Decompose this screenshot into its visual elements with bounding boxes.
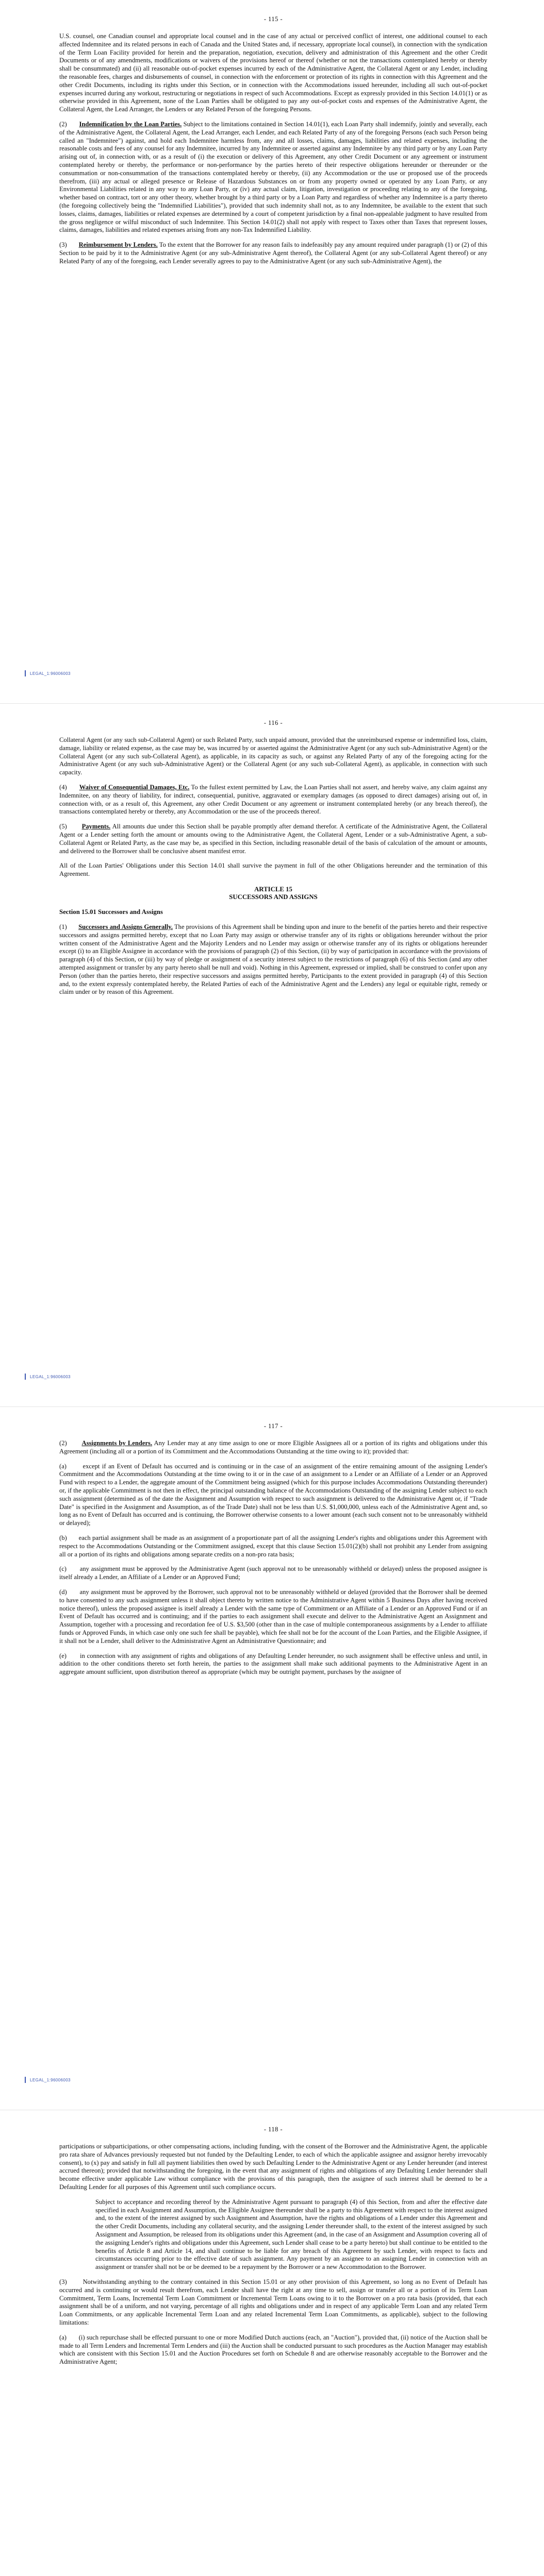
document-footer [25,670,71,676]
document-footer [25,1374,71,1380]
paragraph: participations or subparticipations, or other compensating actions, including funding, with the consent of the Borrower and the Administrative Agent, the applicable pro rata share of Advances previously requested but not funded by the Defaulting Lender, to each of which the applicable assignee and assignor hereby irrevocably consent), to (x) pay and satisfy in full all payment liabilities then owed by such Defaulting Lender to the Administrative Agent or any Lender hereunder (and interest accrued thereon); provided that notwithstanding the foregoing, in the event that any assignment of rights and obligations of any Defaulting Lender hereunder shall become effective under applicable Law without compliance with the provisions of this paragraph, then the assignee of such interest shall be deemed to be a Defaulting Lender for all purposes of this Agreement until such compliance occurs. [59,2143,487,2191]
article-title: ARTICLE 15 [254,885,292,893]
page-118 [0,2110,544,2576]
page-115 [0,0,544,703]
paragraph: (a) except if an Event of Default has occurred and is continuing or in the case of an assignment of the entire remaining amount of the assigning Lender's Commitment and the Accommodations Outstanding at the time owing to it or in the case of an assignment to a Lender or an Affiliate of a Lender or an Approved Fund with respect to a Lender, the aggregate amount of the Commitment being assigned (which for this purpose includes Accommodations Outstanding thereunder) or, if the applicable Commitment is not then in effect, the principal outstanding balance of the Accommodations Outstanding of the assigning Lender subject to each such assignment (determined as of the date the Assignment and Assumption with respect to such assignment is delivered to the Administrative Agent or, if "Trade Date" is specified in the Assignment and Assumption, as of the Trade Date) shall not be less than U.S. $1,000,000, unless each of the Administrative Agent and, so long as no Event of Default has occurred and is continuing, the Borrower otherwise consents to a lower amount (each such consent not to be unreasonably withheld or delayed); [59,1462,487,1527]
paragraph: (b) each partial assignment shall be made as an assignment of a proportionate part of all the assigning Lender's rights and obligations under this Agreement with respect to the Accommodations Outstanding or the Commitment assigned, except that this clause Section 15.01(2)(b) shall not prohibit any Lender from assigning all or a portion of its rights and obligations among separate credits on a non-pro rata basis; [59,1534,487,1558]
paragraph: U.S. counsel, one Canadian counsel and appropriate local counsel and in the case of any actual or perceived conflict of interest, one additional counsel to each affected Indemnitee and its related persons in each of Canada and the United States and, if necessary, appropriate local counsel), in connection with the syndication of the Term Loan Facility provided for herein and the preparation, negotiation, execution, delivery and administration of this Agreement and the other Credit Documents or of any amendments, modifications or waivers of the provisions hereof or thereof (whether or not the transactions contemplated hereby or thereby shall be consummated) and (ii) all reasonable out-of-pocket expenses incurred by each of the Administrative Agent, the Collateral Agent or any Lender, including the reasonable fees, charges and disbursements of counsel, in connection with the enforcement or protection of its rights in connection with this Agreement and the other Credit Documents, including its rights under this Section, or in connection with the Accommodations issued hereunder, including all such out-of-pocket expenses incurred during any workout, restructuring or negotiations in respect of such Accommodations. Except as expressly provided in this Section 14.01(1) or as otherwise provided in this Agreement, none of the Loan Parties shall be obligated to pay any out-of-pocket costs and expenses of the Administrative Agent, the Collateral Agent, the Lead Arranger, the Lenders or any Related Person of the foregoing Persons. [59,32,487,113]
paragraph: (5) Payments. All amounts due under this Section shall be payable promptly after demand therefor. A certificate of the Administrative Agent, the Collateral Agent or a Lender setting forth the amount or amounts owing to the Administrative Agent, the Collateral Agent, Lender or a sub-Administrative Agent, a sub-Collateral Agent or Related Party, as the case may be, as specified in this Section, including reasonable detail of the basis of calculation of the amount or amounts, and delivered to the Borrower shall be conclusive absent manifest error. [59,823,487,855]
paragraph: Collateral Agent (or any such sub-Collateral Agent) or such Related Party, such unpaid amount, provided that the unreimbursed expense or indemnified loss, claim, damage, liability or related expense, as the case may be, was incurred by or asserted against the Administrative Agent (or any such sub-Administrative Agent) or the Collateral Agent (or any such sub-Collateral Agent), as applicable, in its capacity as such, or against any Related Party of any of the foregoing acting for the Administrative Agent (or any such sub-Administrative Agent) or the Collateral Agent (or any such sub-Collateral Agent), as applicable, in connection with such capacity. [59,736,487,776]
paragraph: (d) any assignment must be approved by the Borrower, such approval not to be unreasonably withheld or delayed (provided that the Borrower shall be deemed to have consented to any such assignment unless it shall object thereto by written notice to the Administrative Agent within 5 Business Days after having received notice thereof), unless the proposed assignee is itself already a Lender with the same type of Commitment or an Affiliate of a Lender or an Approved Fund or if an Event of Default has occurred and is continuing; and if the parties to each assignment shall execute and deliver to the Administrative Agent an Assignment and Assumption, together with a processing and recordation fee of U.S. $3,500 (other than in the case of multiple contemporaneous assignments by a Lender to affiliate funds or Approved Funds, in which case only one such fee shall be payable), which fee shall not be for the account of the Loan Parties, and the Eligible Assignee, if it shall not be a Lender, shall deliver to the Administrative Agent an Administrative Questionnaire; and [59,1588,487,1645]
page-117 [0,1406,544,2110]
paragraph: (2) Indemnification by the Loan Parties. Subject to the limitations contained in Section 14.01(1), each Loan Party shall indemnify, jointly and severally, each of the Administrative Agent, the Collateral Agent, the Lead Arranger, each Lender, and each Related Party of any of the foregoing Persons (each such Person being called an "Indemnitee") against, and hold each Indemnitee harmless from, any and all losses, claims, damages, liabilities and related expenses, including the reasonable costs and fees of any counsel for any Indemnitee, incurred by any Indemnitee or asserted against any Indemnitee by any third party or by any Loan Party arising out of, in connection with, or as a result of (i) the execution or delivery of this Agreement, any other Credit Document or any agreement or instrument contemplated hereby or thereby, the performance or non-performance by the parties hereto of their respective obligations hereunder or thereunder or the consummation or non-consummation of the transactions contemplated hereby or thereby, (ii) any Accommodation or the use or proposed use of the proceeds therefrom, (iii) any actual or alleged presence or Release of Hazardous Substances on or from any property owned or operated by any Loan Party, or any Environmental Liabilities related in any way to any Loan Party, or (iv) any actual claim, litigation, investigation or proceeding relating to any of the foregoing, whether based on contract, tort or any other theory, whether brought by a third party or by a Loan Party and regardless of whether any Indemnitee is a party thereto (the foregoing collectively being the "Indemnified Liabilities"), provided that such indemnity shall not, as to any Indemnitee, be available to the extent that such losses, claims, damages, liabilities or related expenses are determined by a court of competent jurisdiction by a final non-appealable judgment to have resulted from the gross negligence or wilful misconduct of such Indemnitee. This Section 14.01(2) shall not apply with respect to Taxes other than Taxes that represent losses, claims, damages, liabilities and related expenses arising from any non-Tax Indemnified Liability. [59,120,487,234]
footer-ref: LEGAL_1:96006003 [30,671,71,676]
page-number: - 116 - [263,719,283,726]
paragraph: (4) Waiver of Consequential Damages, Etc. To the fullest extent permitted by Law, the Loan Parties shall not assert, and hereby waive, any claim against any Indemnitee, on any theory of liability, for indirect, consequential, punitive, aggravated or exemplary damages (as opposed to direct damages) arising out of, in connection with, or as a result of, this Agreement, any other Credit Document or any agreement or instrument contemplated hereby (or any breach thereof), the transactions contemplated hereby or thereby, any Accommodation or the use of the proceeds thereof. [59,783,488,816]
paragraph-indented: Subject to acceptance and recording thereof by the Administrative Agent pursuant to paragraph (4) of this Section, from and after the effective date specified in each Assignment and Assumption, the Eligible Assignee thereunder shall be a party to this Agreement with respect to the interest assigned and, to the extent of the interest assigned by such Assignment and Assumption, have the rights and obligations of a Lender under this Agreement and the other Credit Documents, including any collateral security, and the assigning Lender thereunder shall, to the extent of the interest assigned by such Assignment and Assumption, be released from its obligations under this Agreement (and, in the case of an Assignment and Assumption covering all of the assigning Lender's rights and obligations under this Agreement, such Lender shall cease to be a party hereto) but shall continue to be entitled to the benefits of Article 8 and Article 14, and shall continue to be liable for any breach of this Agreement by such Lender, with respect to facts and circumstances occurring prior to the effective date of such assignment. Any payment by an assignee to an assigning Lender in connection with an assignment or transfer shall not be or be deemed to be a repayment by the Borrower or a new Accommodation to the Borrower. [95,2198,487,2271]
paragraph: (1) Successors and Assigns Generally. The provisions of this Agreement shall be binding upon and inure to the benefit of the parties hereto and their respective successors and assigns permitted hereby, except that no Loan Party may assign or otherwise transfer any of its rights or obligations hereunder without the prior written consent of the Administrative Agent and the Majority Lenders and no Lender may assign or otherwise transfer any of its rights or obligations hereunder except (i) to an Eligible Assignee in accordance with the provisions of paragraph (2) of this Section, (ii) by way of participation in accordance with the provisions of paragraph (4) of this Section, or (iii) by way of pledge or assignment of a security interest subject to the restrictions of paragraph (6) of this Section (and any other attempted assignment or transfer by any party hereto shall be null and void). Nothing in this Agreement, expressed or implied, shall be construed to confer upon any Person (other than the parties hereto, their respective successors and assigns permitted hereby, Participants to the extent provided in paragraph (4) of this Section and, to the extent expressly contemplated hereby, the Related Parties of each of the Administrative Agent and the Lenders) any legal or equitable right, remedy or claim under or by reason of this Agreement. [59,923,487,996]
paragraph: (3) Notwithstanding anything to the contrary contained in this Section 15.01 or any other provision of this Agreement, so long as no Event of Default has occurred and is continuing or would result therefrom, each Lender shall have the right at any time to sell, assign or transfer all or a portion of its Term Loan Commitment, Term Loans, Incremental Term Loan Commitment or Incremental Term Loans owing to it to the Borrower on a pro rata basis (provided, that each assignment shall be of a uniform, and not varying, percentage of all rights and obligations under and in respect of any applicable Term Loan and any related Term Loan Commitments, or any applicable Incremental Term Loan and any related Incremental Term Loan Commitments, as applicable), subject to the following limitations: [59,2278,487,2326]
document-footer [25,2077,71,2083]
paragraph: (3) Reimbursement by Lenders. To the extent that the Borrower for any reason fails to indefeasibly pay any amount required under paragraph (1) or (2) of this Section to be paid by it to the Administrative Agent (or any sub-Administrative Agent thereof), the Collateral Agent (or any sub-Collateral Agent thereof) or any Related Party of any of the foregoing, each Lender severally agrees to pay to the Administrative Agent (or any such sub-Administrative Agent), the [59,241,487,265]
page-number: - 115 - [263,15,283,23]
footer-ref: LEGAL_1:96006003 [30,1374,71,1379]
page-116 [0,703,544,1406]
paragraph: (2) Assignments by Lenders. Any Lender may at any time assign to one or more Eligible Assignees all or a portion of its rights and obligations under this Agreement (including all or a portion of its Commitment and the Accommodations Outstanding at the time owing to it); provided that: [59,1439,487,1455]
footer-ref: LEGAL_1:96006003 [30,2077,71,2082]
footer-mark [25,2077,26,2083]
footer-mark [25,1374,26,1380]
page-number: - 118 - [263,2126,283,2133]
page-number: - 117 - [263,1422,283,1430]
footer-mark [25,670,26,676]
paragraph: All of the Loan Parties' Obligations under this Section 14.01 shall survive the payment in full of the other Obligations hereunder and the termination of this Agreement. [59,862,487,878]
section-title: Section 15.01 Successors and Assigns [59,908,163,916]
article-subtitle: SUCCESSORS AND ASSIGNS [229,893,318,901]
paragraph: (a) (i) such repurchase shall be effected pursuant to one or more Modified Dutch auctions (each, an "Auction"), provided that, (ii) notice of the Auction shall be made to all Term Lenders and Incremental Term Lenders and (iii) the Auction shall be conducted pursuant to such procedures as the Auction Manager may establish which are consistent with this Section 15.01 and the Auction Procedures set forth on Schedule 8 and are otherwise reasonably acceptable to the Borrower and the Administrative Agent; [59,2333,487,2366]
paragraph: (e) in connection with any assignment of rights and obligations of any Defaulting Lender hereunder, no such assignment shall be effective unless and until, in addition to the other conditions thereto set forth herein, the parties to the assignment shall make such additional payments to the Administrative Agent in an aggregate amount sufficient, upon distribution thereof as appropriate (which may be outright payment, purchases by the assignee of [59,1652,487,1676]
paragraph: (c) any assignment must be approved by the Administrative Agent (such approval not to be unreasonably withheld or delayed) unless the proposed assignee is itself already a Lender, an Affiliate of a Lender or an Approved Fund; [59,1565,487,1581]
